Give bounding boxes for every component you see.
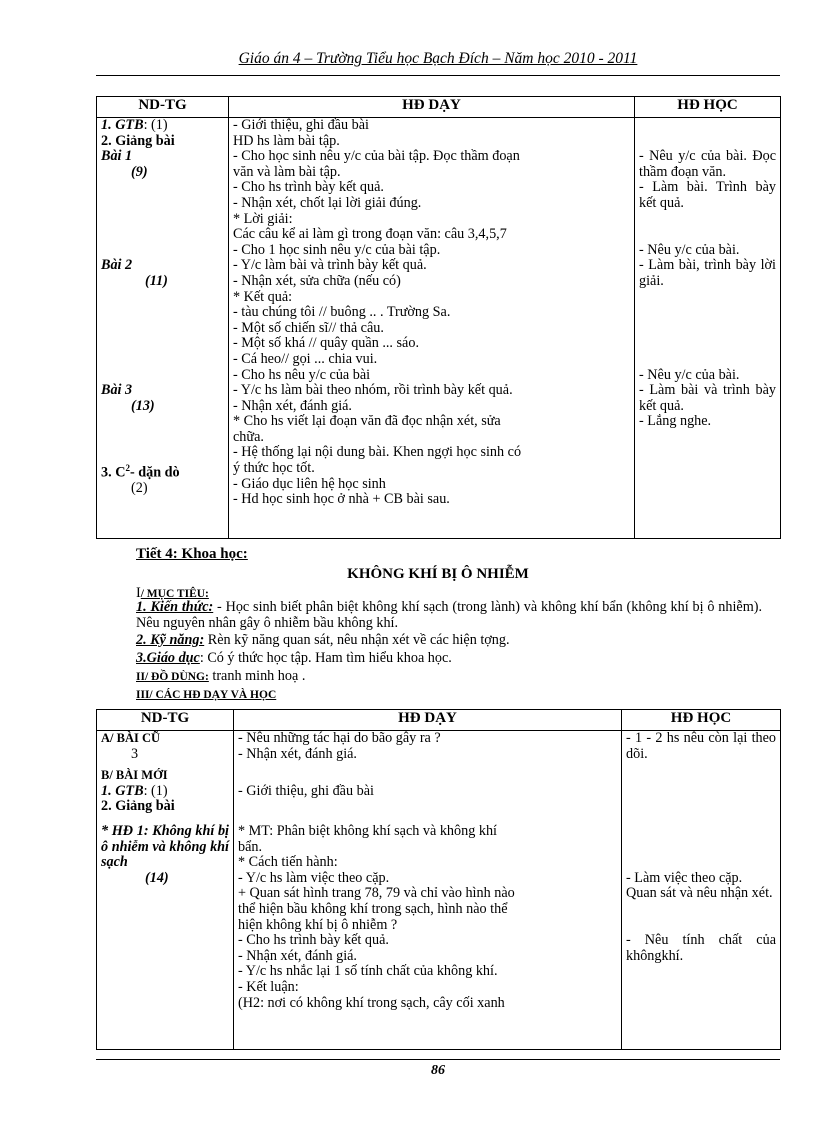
muc-tieu-heading: I/ MỤC TIÊU: xyxy=(136,585,209,601)
hd-hoc-cell: - 1 - 2 hs nêu còn lại theo dõi. - Làm việc theo cặp. Quan sát và nêu nhận xét. - Nêu tính chất của khôngkhí. xyxy=(622,731,781,1050)
kien-thuc-paragraph: 1. Kiến thức: - Học sinh biết phân biệt không khí sạch (trong lành) và không khí bẩn (không khí bị ô nhiễm). Nêu nguyên nhân gây ô nhiễm bầu không khí. xyxy=(136,599,762,631)
table-header-row xyxy=(97,710,781,731)
col-header-nd-tg: ND-TG xyxy=(97,97,229,118)
hd-day-cell: - Giới thiệu, ghi đầu bài HD hs làm bài tập. - Cho học sinh nêu y/c của bài tập. Đọc thầm đoạn văn và làm bài tập. - Cho hs trình bày kết quả. - Nhận xét, chốt lại lời giải đúng. * Lời giải: Các câu kể ai làm gì trong đoạn văn: câu 3,4,5,7 - Cho 1 học sinh nêu y/c của bài tập. - Y/c làm bài và trình bày kết quả. - Nhận xét, sửa chữa (nếu có) * Kết quả: - tàu chúng tôi // buông .. . Trường Sa. - Một số chiến sĩ// thả câu. - Một số khá // quây quần ... sáo. - Cá heo// gọi ... chia vui. - Cho hs nêu y/c của bài - Y/c hs làm bài theo nhóm, rồi trình bày kết quả. - Nhận xét, đánh giá. * Cho hs viết lại đoạn văn đã đọc nhận xét, sửa chữa. - Hệ thống lại nội dung bài. Khen ngợi học sinh có ý thức học tốt. - Giáo dục liên hệ học sinh - Hd học sinh học ở nhà + CB bài sau. xyxy=(229,118,635,539)
col-header-hd-day: HĐ DẠY xyxy=(229,97,635,118)
nd-tg-cell: 1. GTB: (1) 2. Giảng bài Bài 1 (9) Bài 2 (11) Bài 3 (13) 3. $C^2-$ dặn dò (2) xyxy=(97,118,229,539)
lesson-title: KHÔNG KHÍ BỊ Ô NHIỄM xyxy=(347,566,529,582)
header-rule xyxy=(96,75,780,76)
giao-duc-line: 3.Giáo dục: Có ý thức học tập. Ham tìm hiểu khoa học. xyxy=(136,650,452,666)
hd-day-cell: - Nêu những tác hại do bão gây ra ? - Nhận xét, đánh giá. - Giới thiệu, ghi đầu bài * MT: Phân biệt không khí sạch và không khí bẩn. * Cách tiến hành: - Y/c hs làm việc theo cặp. + Quan sát hình trang 78, 79 và chỉ vào hình nào thể hiện bầu không khí trong sạch, hình nào thể hiện không khí bị ô nhiễm ? - Cho hs trình bày kết quả. - Nhận xét, đánh giá. - Y/c hs nhắc lại 1 số tính chất của không khí. - Kết luận: (H2: nơi có không khí trong sạch, cây cối xanh xyxy=(234,731,622,1050)
hd-hoc-cell: - Nêu y/c của bài. Đọc thầm đoạn văn. - Làm bài. Trình bày kết quả. - Nêu y/c của bài. - Làm bài, trình bày lời giải. - Nêu y/c của bài. - Làm bài và trình bày kết quả. - Lắng nghe. xyxy=(635,118,781,539)
page-number: 86 xyxy=(431,1063,445,1078)
cac-hd-heading: III/ CÁC HĐ DẠY VÀ HỌC xyxy=(136,689,277,701)
table-row xyxy=(97,731,781,1050)
table-row xyxy=(97,118,781,539)
col-header-hd-hoc: HĐ HỌC xyxy=(622,710,781,731)
ky-nang-line: 2. Kỹ năng: Rèn kỹ năng quan sát, nêu nhận xét về các hiện tợng. xyxy=(136,632,510,648)
page-header: Giáo án 4 – Trường Tiểu học Bạch Đích – Năm học 2010 - 2011 xyxy=(238,50,638,67)
table-header-row xyxy=(97,97,781,118)
col-header-nd-tg: ND-TG xyxy=(97,710,234,731)
lesson-table-1 xyxy=(96,96,781,539)
footer-rule xyxy=(96,1059,780,1060)
col-header-hd-hoc: HĐ HỌC xyxy=(635,97,781,118)
do-dung-line: II/ ĐỒ DÙNG: tranh minh hoạ . xyxy=(136,668,306,684)
col-header-hd-day: HĐ DẠY xyxy=(234,710,622,731)
lesson-heading: Tiết 4: Khoa học: xyxy=(136,546,248,562)
lesson-table-2 xyxy=(96,709,781,1050)
nd-tg-cell: A/ BÀI CŨ 3 B/ BÀI MỚI 1. GTB: (1) 2. Giảng bài * HĐ 1: Không khí bị ô nhiễm và không khí sạch (14) xyxy=(97,731,234,1050)
